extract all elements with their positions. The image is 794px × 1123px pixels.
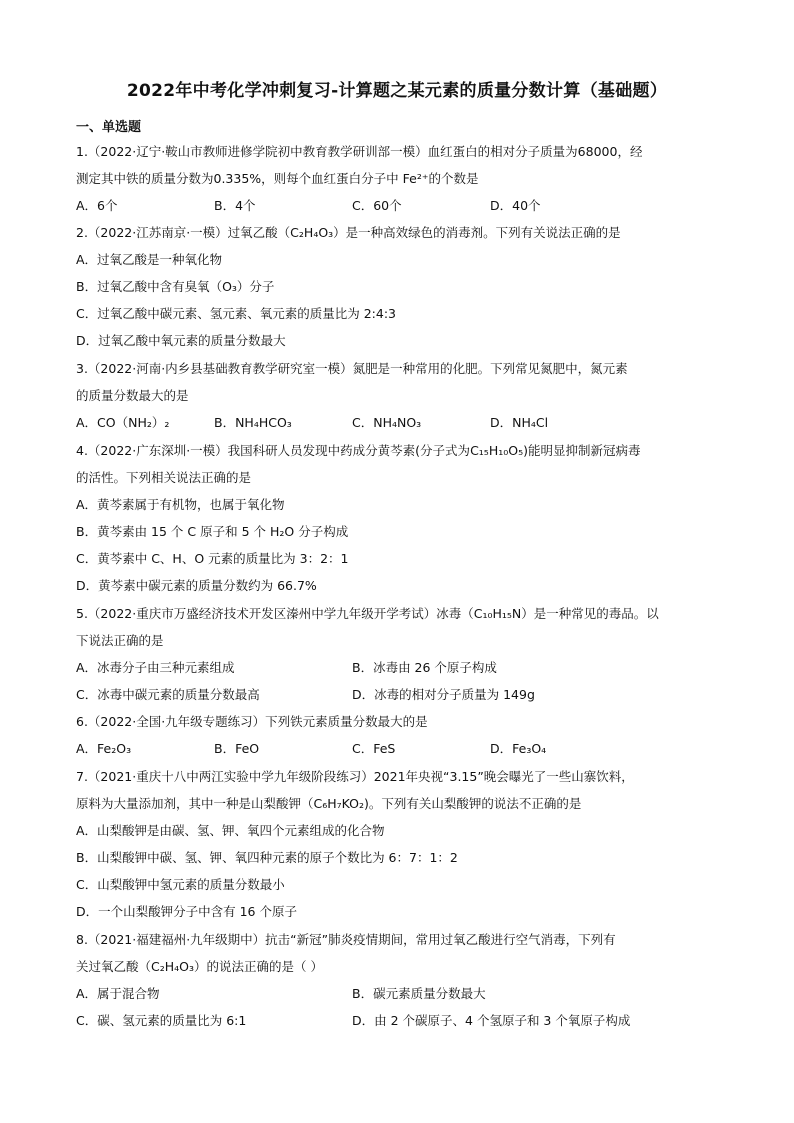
question-2-option-a: A．过氧乙酸是一种氧化物: [76, 252, 223, 267]
question-6-option-d: D．Fe₃O₄: [490, 741, 547, 756]
question-1-option-c: C．60个: [352, 198, 402, 213]
question-3-option-d: D．NH₄Cl: [490, 415, 549, 430]
page-title: 2022年中考化学冲刺复习-计算题之某元素的质量分数计算（基础题）: [126, 81, 668, 101]
question-5-option-a: A．冰毒分子由三种元素组成: [76, 660, 235, 675]
question-3-option-a: A．CO（NH₂）₂: [76, 415, 170, 430]
question-2-option-d: D．过氧乙酸中氧元素的质量分数最大: [76, 333, 286, 348]
question-7-option-a: A．山梨酸钾是由碳、氢、钾、氧四个元素组成的化合物: [76, 823, 385, 838]
question-8-stem-cont: 关过氧乙酸（C₂H₄O₃）的说法正确的是（ ）: [76, 959, 323, 974]
question-4-stem-cont: 的活性。下列相关说法正确的是: [76, 470, 252, 485]
question-8-stem: 8.（2021·福建福州·九年级期中）抗击“新冠”肺炎疫情期间，常用过氧乙酸进行空气消毒，下列有: [76, 932, 616, 947]
question-6-option-c: C．FeS: [352, 741, 396, 756]
question-1-option-d: D．40个: [490, 198, 541, 213]
question-1-stem-cont: 测定其中铁的质量分数为0.335%，则每个血红蛋白分子中 Fe²⁺的个数是: [76, 171, 479, 186]
question-4-option-b: B．黄芩素由 15 个 C 原子和 5 个 H₂O 分子构成: [76, 524, 349, 539]
question-5-option-b: B．冰毒由 26 个原子构成: [352, 660, 497, 675]
question-8-option-d: D．由 2 个碳原子、4 个氢原子和 3 个氧原子构成: [352, 1013, 631, 1028]
question-5-stem-cont: 下说法正确的是: [76, 633, 164, 648]
question-6-option-b: B．FeO: [214, 741, 260, 756]
question-5-option-c: C．冰毒中碳元素的质量分数最高: [76, 687, 260, 702]
question-3-option-c: C．NH₄NO₃: [352, 415, 422, 430]
question-3-stem-cont: 的质量分数最大的是: [76, 388, 189, 403]
question-2-option-b: B．过氧乙酸中含有臭氧（O₃）分子: [76, 279, 275, 294]
question-7-stem-cont: 原料为大量添加剂，其中一种是山梨酸钾（C₆H₇KO₂)。下列有关山梨酸钾的说法不正确的是: [76, 796, 582, 811]
question-1-option-b: B．4个: [214, 198, 256, 213]
question-1-stem: 1.（2022·辽宁·鞍山市教师进修学院初中教育教学研训部一模）血红蛋白的相对分子质量为68000，经: [76, 144, 643, 159]
question-4-stem: 4.（2022·广东深圳·一模）我国科研人员发现中药成分黄芩素(分子式为C₁₅H₁₀O₅)能明显抑制新冠病毒: [76, 443, 641, 458]
question-1-option-a: A．6个: [76, 198, 118, 213]
question-3-option-b: B．NH₄HCO₃: [214, 415, 292, 430]
question-8-option-b: B．碳元素质量分数最大: [352, 986, 486, 1001]
question-2-stem: 2.（2022·江苏南京·一模）过氧乙酸（C₂H₄O₃）是一种高效绿色的消毒剂。下列有关说法正确的是: [76, 225, 621, 240]
question-5-option-d: D．冰毒的相对分子质量为 149g: [352, 687, 535, 702]
question-4-option-a: A．黄芩素属于有机物，也属于氧化物: [76, 497, 285, 512]
question-2-option-c: C．过氧乙酸中碳元素、氢元素、氧元素的质量比为 2:4:3: [76, 306, 396, 321]
question-6-option-a: A．Fe₂O₃: [76, 741, 132, 756]
section-heading: 一、单选题: [76, 120, 142, 135]
question-3-stem: 3.（2022·河南·内乡县基础教育教学研究室一模）氮肥是一种常用的化肥。下列常见氮肥中，氮元素: [76, 361, 628, 376]
question-6-stem: 6.（2022·全国·九年级专题练习）下列铁元素质量分数最大的是: [76, 714, 428, 729]
question-5-stem: 5.（2022·重庆市万盛经济技术开发区溱州中学九年级开学考试）冰毒（C₁₀H₁₅N）是一种常见的毒品。以: [76, 606, 659, 621]
question-7-option-d: D．一个山梨酸钾分子中含有 16 个原子: [76, 904, 297, 919]
question-7-stem: 7.（2021·重庆十八中两江实验中学九年级阶段练习）2021年央视“3.15”晚会曝光了一些山寨饮料，: [76, 769, 634, 784]
question-4-option-c: C．黄芩素中 C、H、O 元素的质量比为 3：2：1: [76, 551, 349, 566]
question-8-option-a: A．属于混合物: [76, 986, 160, 1001]
question-7-option-b: B．山梨酸钾中碳、氢、钾、氧四种元素的原子个数比为 6：7：1：2: [76, 850, 458, 865]
question-8-option-c: C．碳、氢元素的质量比为 6:1: [76, 1013, 247, 1028]
question-7-option-c: C．山梨酸钾中氢元素的质量分数最小: [76, 877, 285, 892]
question-4-option-d: D．黄芩素中碳元素的质量分数约为 66.7%: [76, 578, 317, 593]
